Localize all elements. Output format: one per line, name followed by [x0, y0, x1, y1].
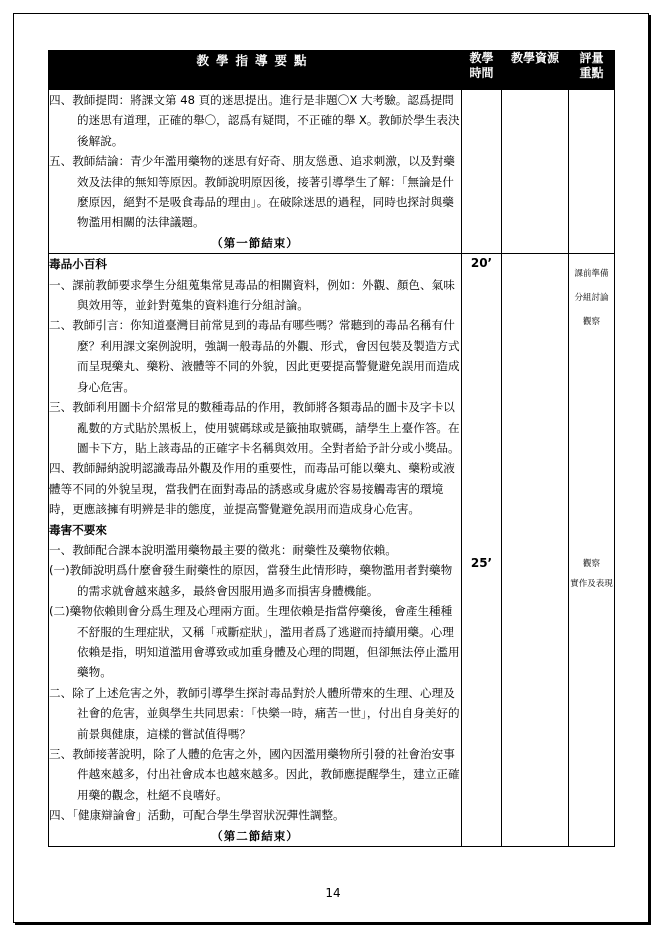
- section1-content: [49, 90, 462, 254]
- section2-3-time: [462, 254, 502, 847]
- header-eval-line2: 重點: [579, 66, 604, 80]
- section2-eval-list: [569, 254, 614, 334]
- section3-time: 25’: [470, 556, 493, 571]
- section3-item: 二、除了上述危害之外，教師引導學生探討毒品對於人體所帶來的生理、心理及社會的危害，並與學生共同思索：「快樂一時，痛苦一世」，付出自身美好的前景與健康，這樣的嘗試值得嗎？: [49, 685, 460, 741]
- section3-eval-list: [569, 546, 614, 594]
- section1-end: （第一節結束）: [211, 235, 299, 250]
- header-eval-line1: 評量: [579, 51, 604, 65]
- section3-item: 三、教師接著說明，除了人體的危害之外，國內因濫用藥物所引發的社會治安事件越來越多，付出社會成本也越來越多。因此，教師應提醒學生，建立正確用藥的觀念，杜絕不良嗜好。: [49, 747, 460, 802]
- eval-item: 觀察: [582, 317, 600, 328]
- section3-subitem: (二)藥物依賴則會分爲生理及心理兩方面。生理依賴是指當停藥後，會產生種種不舒服的生理症狀，又稱「戒斷症狀」，濫用者爲了逃避而持續用藥。心理依賴是指，明知道濫用會導致或加重身體及心理的問題，但卻無法停止濫用藥物。: [49, 604, 460, 680]
- section3-title: 毒害不要來: [49, 522, 107, 537]
- section3-item: 四、「健康辯論會」活動，可配合學生學習狀況彈性調整。: [49, 808, 345, 823]
- section1-paragraph: 四、教師提問：將課文第 48 頁的迷思提出。進行是非題〇X 大考驗。認爲提問的迷思有道理，正確的舉〇，認爲有疑問，不正確的舉 X。教師於學生表決後解說。: [49, 93, 460, 148]
- header-time-line2: 時間: [469, 66, 494, 80]
- lesson-plan-table: [48, 50, 615, 847]
- eval-item: 實作及表現: [570, 579, 613, 590]
- section2-3-resource: [502, 254, 569, 847]
- section1-paragraph: 五、教師結論：青少年濫用藥物的迷思有好奇、朋友慫恿、追求刺激，以及對藥效及法律的無知等原因。教師說明原因後，接著引導學生了解：「無論是什麼原因，絕對不是吸食毒品的理由」。在破除迷思的過程，同時也探討與藥物濫用相關的法律議題。: [49, 154, 455, 230]
- header-time: [462, 51, 502, 90]
- header-guidance: 教學指導要點: [49, 51, 462, 90]
- eval-item: 課前準備: [574, 269, 609, 280]
- section2-item: 一、課前教師要求學生分組蒐集常見毒品的相關資料，例如：外觀、顏色、氣味與效用等，並針對蒐集的資料進行分組討論。: [49, 277, 455, 313]
- section2-3-eval: [569, 254, 615, 847]
- section2-3-row: [49, 254, 615, 847]
- section1-resource: [502, 90, 569, 254]
- section2-item: 三、教師利用圖卡介紹常見的數種毒品的作用，教師將各類毒品的圖卡及字卡以亂數的方式貼於黑板上，使用號碼球或是籤抽取號碼，請學生上臺作答。在圖卡下方，貼上該毒品的正確字卡名稱與效用。全對者給予計分或小獎品。: [49, 400, 460, 455]
- section2-closing: 四、教師歸納說明認識毒品外觀及作用的重要性，而毒品可能以藥丸、藥粉或液體等不同的外貌呈現，當我們在面對毒品的誘惑或身處於容易接觸毒害的環境時，更應該擁有明辨是非的態度，並提高警覺避免誤用而造成身心危害。: [49, 461, 455, 517]
- section2-item: 二、教師引言：你知道臺灣目前常見到的毒品有哪些嗎？常聽到的毒品名稱有什麼？利用課文案例說明，強調一般毒品的外觀、形式，會因包裝及製造方式而呈現藥丸、藥粉、液體等不同的外貌，因此更要提高警覺避免誤用而造成身心危害。: [49, 318, 460, 394]
- eval-item: 分組討論: [574, 293, 609, 304]
- section2-time: 20’: [470, 256, 493, 271]
- section3-end: （第二節結束）: [211, 828, 299, 843]
- header-resource: 教學資源: [502, 51, 569, 90]
- section1-row: [49, 90, 615, 254]
- section1-time: [462, 90, 502, 254]
- section2-title: 毒品小百科: [49, 257, 107, 272]
- section3-subitem: (一)教師說明爲什麼會發生耐藥性的原因，當發生此情形時，藥物濫用者對藥物的需求就會越來越多，最終會因服用過多而損害身體機能。: [49, 563, 453, 598]
- table-header-row: [49, 51, 615, 90]
- section2-3-content: [49, 254, 462, 847]
- section3-item: 一、教師配合課本說明濫用藥物最主要的徵兆：耐藥性及藥物依賴。: [49, 542, 397, 557]
- header-time-line1: 教學: [469, 51, 494, 65]
- section1-eval: [569, 90, 615, 254]
- page-number: 14: [325, 886, 341, 900]
- header-eval: [569, 51, 615, 90]
- eval-item: 觀察: [582, 559, 600, 570]
